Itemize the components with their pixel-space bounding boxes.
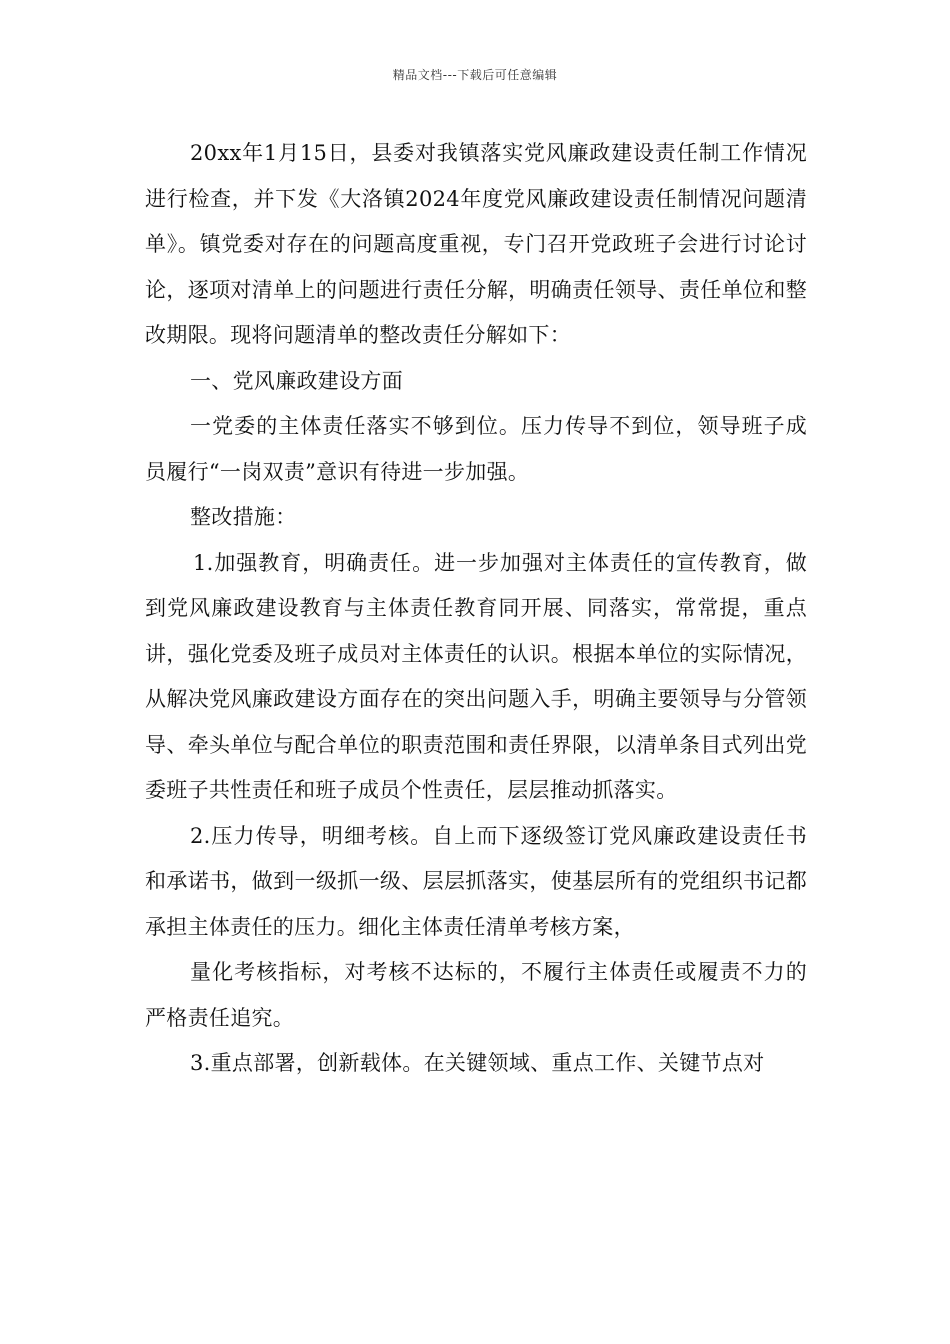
- section-heading: 一、党风廉政建设方面: [190, 368, 403, 393]
- page-header: 精品文档---下载后可任意编辑: [392, 68, 558, 82]
- paragraph-measure-3: 3.重点部署，创新载体。在关键领域、重点工作、关键节点对: [190, 1051, 765, 1075]
- paragraph-intro: 20xx年1月15日，县委对我镇落实党风廉政建设责任制工作情况进行检查，并下发《大洛镇2024年度党风廉政建设责任制情况问题清单》。镇党委对存在的问题高度重视，专门召开党政班子会进行讨论讨论，逐项对清单上的问题进行责任分解，明确责任领导、责任单位和整改期限。现将问题清单的整改责任分解如下：: [145, 141, 807, 347]
- measures-label: 整改措施：: [190, 505, 297, 529]
- document-body: [145, 131, 807, 1087]
- paragraph-measure-2-cont: 量化考核指标，对考核不达标的，不履行主体责任或履责不力的严格责任追究。: [145, 960, 807, 1030]
- paragraph-measure-2: 2.压力传导，明细考核。自上而下逐级签订党风廉政建设责任书和承诺书，做到一级抓一级、层层抓落实，使基层所有的党组织书记都承担主体责任的压力。细化主体责任清单考核方案，: [145, 823, 807, 939]
- paragraph-measure-1: 1.加强教育，明确责任。进一步加强对主体责任的宣传教育，做到党风廉政建设教育与主体责任教育同开展、同落实，常常提，重点讲，强化党委及班子成员对主体责任的认识。根据本单位的实际情况，从解决党风廉政建设方面存在的突出问题入手，明确主要领导与分管领导、牵头单位与配合单位的职责范围和责任界限，以清单条目式列出党委班子共性责任和班子成员个性责任，层层推动抓落实。: [145, 550, 807, 802]
- paragraph-problem: 一党委的主体责任落实不够到位。压力传导不到位，领导班子成员履行“一岗双责”意识有待进一步加强。: [145, 414, 807, 484]
